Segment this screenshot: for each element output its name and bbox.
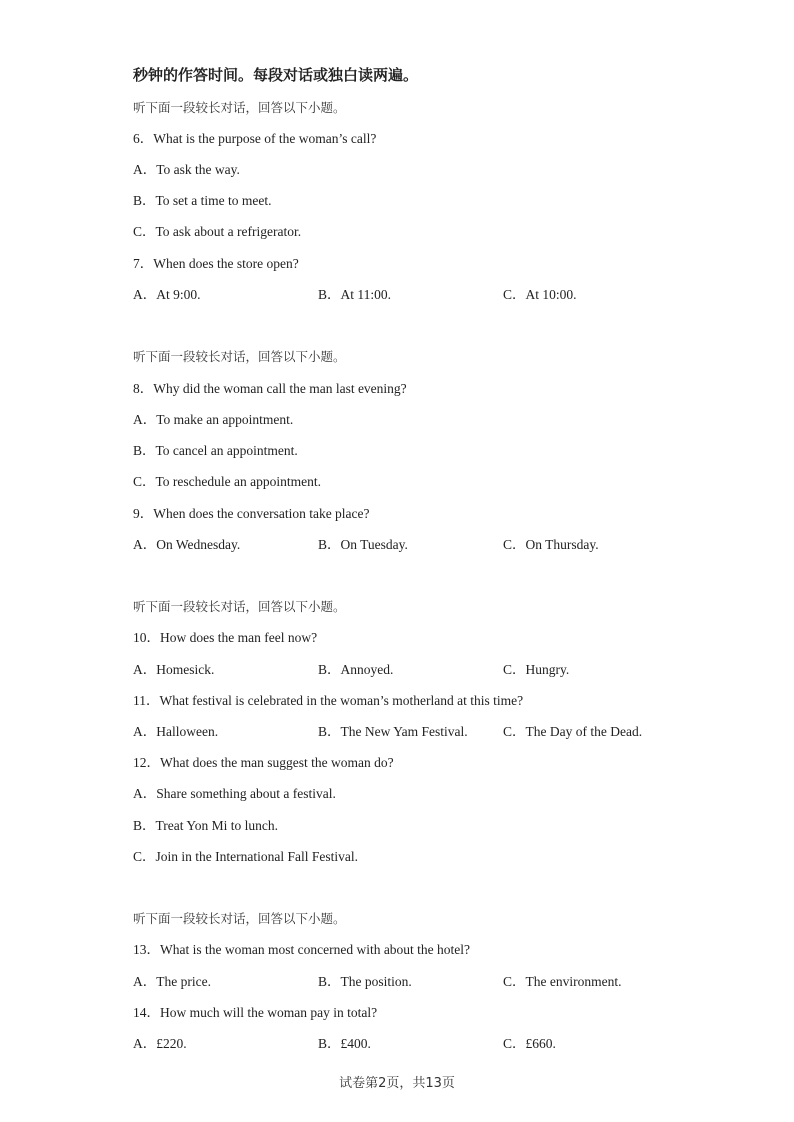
option-row [133, 286, 693, 304]
question-stem: 11．What festival is celebrated in the woman’s motherland at this time? [133, 693, 524, 708]
section-instruction: 听下面一段较长对话，回答以下小题。 [133, 599, 346, 614]
option-c: C．At 10:00. [503, 287, 577, 302]
option-c: C．£660. [503, 1036, 556, 1051]
option-c: C．The environment. [503, 974, 622, 989]
option-a: A．Share something about a festival. [133, 786, 336, 801]
question-stem: 9．When does the conversation take place? [133, 506, 370, 521]
option-a: A．To make an appointment. [133, 412, 294, 427]
page-footer: 试卷第2页，共13页 [339, 1076, 455, 1091]
option-row [133, 536, 693, 554]
option-row [133, 1035, 693, 1053]
option-c: C．The Day of the Dead. [503, 724, 643, 739]
option-c: C．To reschedule an appointment. [133, 474, 322, 489]
option-b: B．Treat Yon Mi to lunch. [133, 818, 279, 833]
option-b: B．At 11:00. [318, 287, 392, 302]
option-b: B．To set a time to meet. [133, 193, 272, 208]
option-c: C．Hungry. [503, 662, 570, 677]
question-stem: 12．What does the man suggest the woman do? [133, 755, 394, 770]
option-b: B．On Tuesday. [318, 537, 408, 552]
question-stem: 7．When does the store open? [133, 256, 299, 271]
option-a: A．The price. [133, 974, 211, 989]
option-b: B．Annoyed. [318, 662, 394, 677]
option-row [133, 723, 693, 741]
option-c: C．On Thursday. [503, 537, 599, 552]
option-a: A．To ask the way. [133, 162, 240, 177]
option-a: A．Homesick. [133, 662, 215, 677]
option-b: B．The position. [318, 974, 412, 989]
section-instruction: 听下面一段较长对话，回答以下小题。 [133, 911, 346, 926]
question-stem: 10．How does the man feel now? [133, 630, 318, 645]
section-instruction: 听下面一段较长对话，回答以下小题。 [133, 349, 346, 364]
option-a: A．£220. [133, 1036, 187, 1051]
question-stem: 14．How much will the woman pay in total? [133, 1005, 378, 1020]
option-row [133, 661, 693, 679]
option-b: B．To cancel an appointment. [133, 443, 298, 458]
option-c: C．Join in the International Fall Festival. [133, 849, 358, 864]
option-a: A．Halloween. [133, 724, 219, 739]
option-row [133, 973, 693, 991]
section-heading: 秒钟的作答时间。每段对话或独白读两遍。 [133, 66, 419, 84]
question-stem: 8．Why did the woman call the man last evening? [133, 381, 407, 396]
option-b: B．£400. [318, 1036, 371, 1051]
question-stem: 6．What is the purpose of the woman’s call? [133, 131, 377, 146]
option-a: A．At 9:00. [133, 287, 201, 302]
option-a: A．On Wednesday. [133, 537, 241, 552]
option-b: B．The New Yam Festival. [318, 724, 468, 739]
question-stem: 13．What is the woman most concerned with about the hotel? [133, 942, 471, 957]
section-instruction: 听下面一段较长对话，回答以下小题。 [133, 100, 346, 115]
option-c: C．To ask about a refrigerator. [133, 224, 302, 239]
